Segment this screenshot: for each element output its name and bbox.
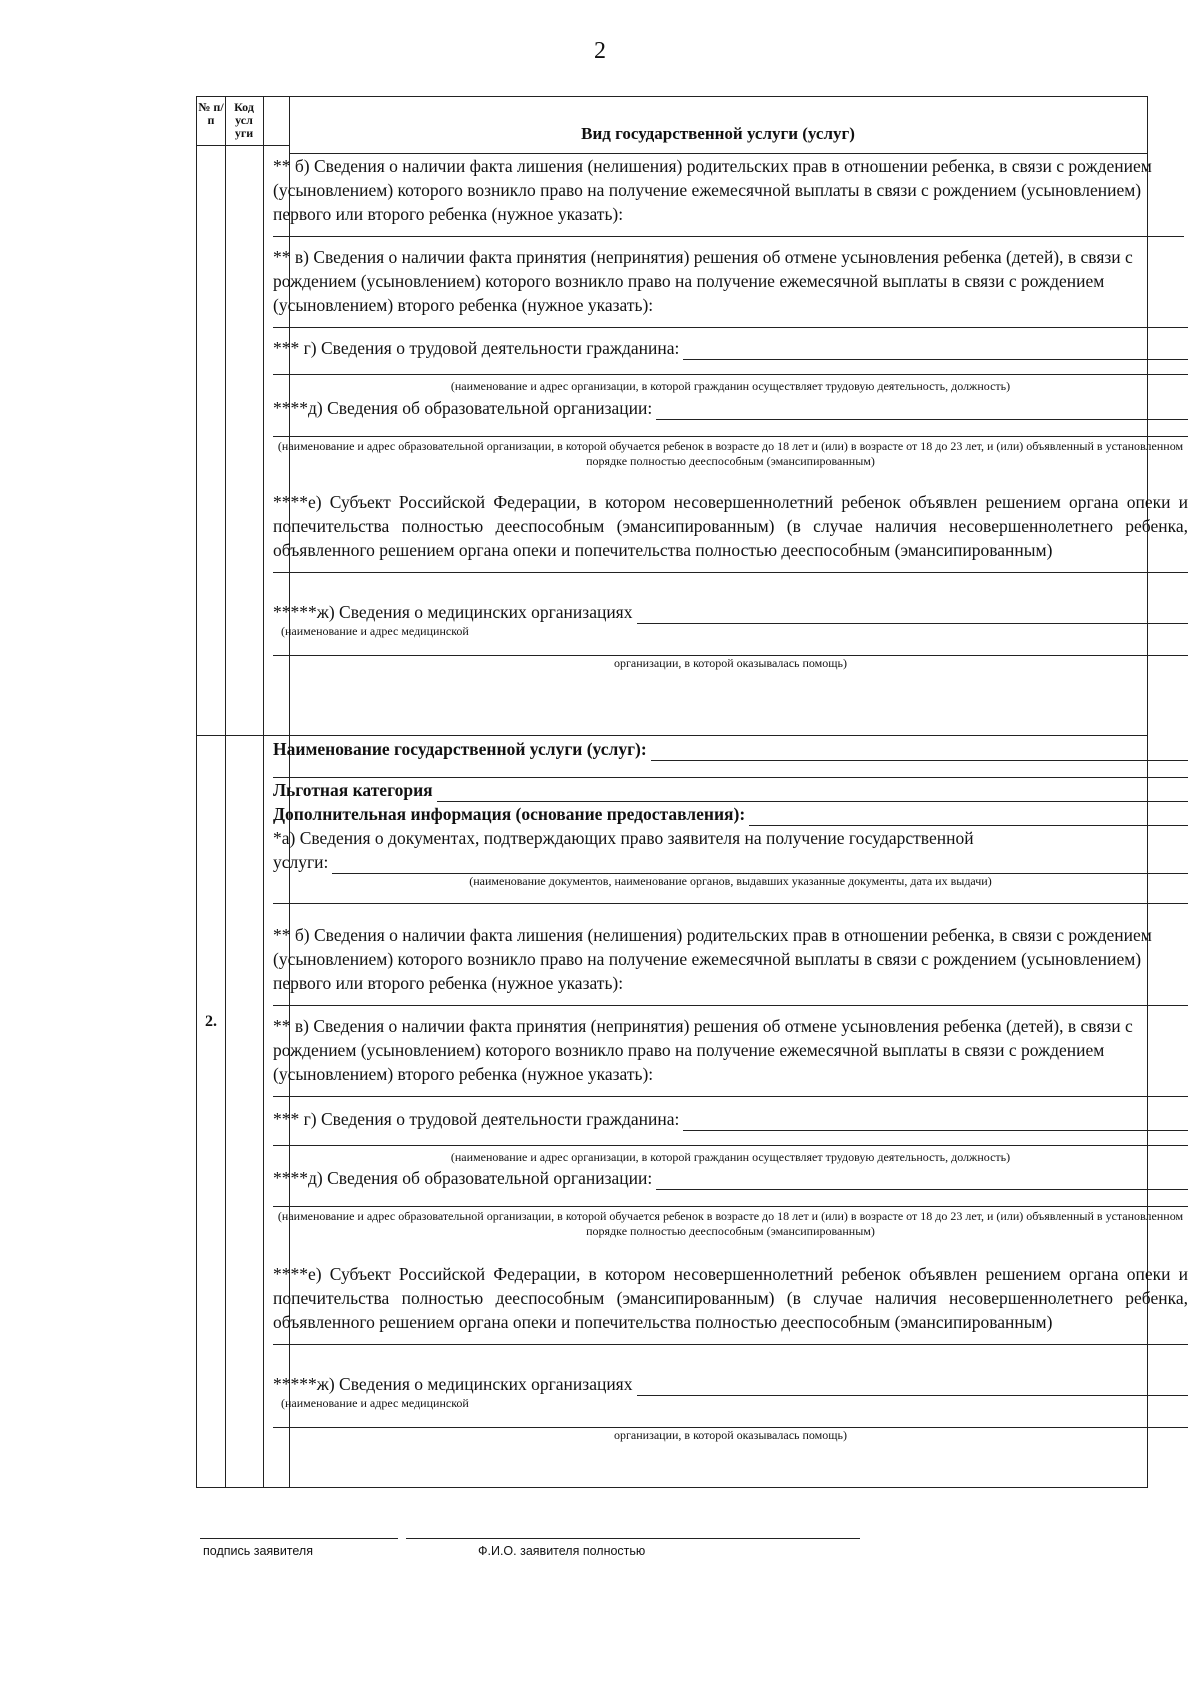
field-a-label: *а) Сведения о документах, подтверждающих право заявителя на получение государственной <box>273 828 974 848</box>
field-v-line[interactable] <box>273 1086 1188 1097</box>
field-v-label: ** в) Сведения о наличии факта принятия (непринятия) решения об отмене усыновления ребенка (детей), в связи с рождением (усыновлением) которого возникло право на получение ежемесячной выплаты в связи с рождением (усыновлением) второго ребенка (нужное указать): <box>273 1016 1133 1084</box>
applicant-name-label: Ф.И.О. заявителя полностью <box>478 1544 646 1558</box>
field-zh-note2: организации, в которой оказывалась помощь) <box>614 1428 847 1442</box>
row-2-field-e <box>273 1262 1188 1345</box>
benefit-category-input[interactable] <box>437 783 1188 802</box>
applicant-name-line[interactable] <box>406 1538 860 1539</box>
field-a-input[interactable] <box>332 855 1188 874</box>
field-a-note: (наименование документов, наименование органов, выдавших указанные документы, дата их выдачи) <box>469 874 992 888</box>
field-e-label: ****е) Субъект Российской Федерации, в котором несовершеннолетний ребенок объявлен решением органа опеки и попечительства полностью дееспособным (эмансипированным) (в случае наличия несовершеннолетнего ребенка, объявленного решением органа опеки и попечительства полностью дееспособным (эмансипированным) <box>273 1264 1188 1332</box>
field-d-input[interactable] <box>656 1171 1188 1190</box>
header-divider <box>197 145 289 146</box>
field-d-line[interactable] <box>273 1190 1188 1207</box>
header-col-number: № п/ п <box>198 100 224 127</box>
row-1-field-zh <box>273 600 1188 671</box>
field-zh-line[interactable] <box>273 1411 1188 1428</box>
field-b-label: ** б) Сведения о наличии факта лишения (нелишения) родительских прав в отношении ребенка, в связи с рождением (усыновлением) которого возникло право на получение ежемесячной выплаты в связи с рождением (усыновлением) первого или второго ребенка (нужное указать): <box>273 156 1152 224</box>
service-name-label: Наименование государственной услуги (услуг): <box>273 739 647 759</box>
field-g-line[interactable] <box>273 1131 1188 1146</box>
field-v-line[interactable] <box>273 317 1188 328</box>
service-name-input[interactable] <box>651 742 1188 761</box>
additional-info-label: Дополнительная информация (основание предоставления): <box>273 804 746 824</box>
field-g-input[interactable] <box>683 1112 1188 1131</box>
row-1-content <box>273 154 1188 237</box>
field-g-note: (наименование и адрес организации, в которой гражданин осуществляет трудовую деятельность, должность) <box>450 379 1011 393</box>
row-2-field-g <box>273 1107 1188 1165</box>
row-number: 2. <box>205 1013 217 1030</box>
field-v-label: ** в) Сведения о наличии факта принятия (непринятия) решения об отмене усыновления ребенка (детей), в связи с рождением (усыновлением) которого возникло право на получение ежемесячной выплаты в связи с рождением (усыновлением) второго ребенка (нужное указать): <box>273 247 1133 315</box>
row-2-field-b <box>273 923 1188 1006</box>
field-g-note: (наименование и адрес организации, в которой гражданин осуществляет трудовую деятельность, должность) <box>450 1150 1011 1164</box>
page-number: 2 <box>594 38 606 64</box>
row-1-field-d <box>273 396 1188 469</box>
signature-label: подпись заявителя <box>203 1544 313 1558</box>
service-name-line[interactable] <box>273 761 1188 778</box>
signature-line[interactable] <box>200 1538 398 1539</box>
field-g-input[interactable] <box>683 341 1188 360</box>
header-col-title: Вид государственной услуги (услуг) <box>581 124 855 143</box>
field-d-line[interactable] <box>273 420 1188 437</box>
field-d-input[interactable] <box>656 401 1188 420</box>
row-1-field-e <box>273 490 1188 573</box>
field-zh-note: (наименование и адрес медицинской <box>281 1396 469 1410</box>
field-a-line[interactable] <box>273 889 1188 904</box>
row-2-field-v <box>273 1014 1188 1097</box>
field-zh-label: *****ж) Сведения о медицинских организациях <box>273 602 633 622</box>
row-2-field-zh <box>273 1372 1188 1443</box>
field-zh-note: (наименование и адрес медицинской <box>281 624 469 638</box>
field-e-line[interactable] <box>273 562 1188 573</box>
field-zh-input[interactable] <box>637 1377 1189 1396</box>
row-1-field-g <box>273 336 1188 394</box>
field-zh-note2: организации, в которой оказывалась помощь) <box>614 656 847 670</box>
field-g-label: *** г) Сведения о трудовой деятельности гражданина: <box>273 1109 680 1129</box>
field-d-note: (наименование и адрес образовательной организации, в которой обучается ребенок в возрасте до 18 лет и (или) в возрасте от 18 до 23 лет, и (или) объявленный в установленном порядке полностью дееспособным (эмансипированным) <box>277 1209 1184 1238</box>
benefit-category-label: Льготная категория <box>273 780 433 800</box>
row-divider <box>197 735 1147 736</box>
additional-info-input[interactable] <box>749 807 1188 826</box>
field-b-label: ** б) Сведения о наличии факта лишения (нелишения) родительских прав в отношении ребенка, в связи с рождением (усыновлением) которого возникло право на получение ежемесячной выплаты в связи с рождением (усыновлением) первого или второго ребенка (нужное указать): <box>273 925 1152 993</box>
row-2-field-d <box>273 1166 1188 1239</box>
column-divider <box>225 97 226 1487</box>
field-e-label: ****е) Субъект Российской Федерации, в котором несовершеннолетний ребенок объявлен решением органа опеки и попечительства полностью дееспособным (эмансипированным) (в случае наличия несовершеннолетнего ребенка, объявленного решением органа опеки и попечительства полностью дееспособным (эмансипированным) <box>273 492 1188 560</box>
field-a-label2: услуги: <box>273 852 329 872</box>
header-col-code: Код усл уги <box>234 100 254 140</box>
field-d-label: ****д) Сведения об образовательной организации: <box>273 1168 653 1188</box>
field-g-line[interactable] <box>273 360 1188 375</box>
field-zh-line[interactable] <box>273 639 1188 656</box>
field-d-note: (наименование и адрес образовательной организации, в которой обучается ребенок в возрасте до 18 лет и (или) в возрасте от 18 до 23 лет, и (или) объявленный в установленном порядке полностью дееспособным (эмансипированным) <box>277 439 1184 468</box>
row-1-field-v <box>273 245 1188 328</box>
column-divider <box>263 97 264 1487</box>
field-zh-input[interactable] <box>637 605 1189 624</box>
field-b-line[interactable] <box>273 226 1184 237</box>
field-d-label: ****д) Сведения об образовательной организации: <box>273 398 653 418</box>
field-b-line[interactable] <box>273 995 1188 1006</box>
row-2-content <box>273 737 1188 904</box>
field-g-label: *** г) Сведения о трудовой деятельности гражданина: <box>273 338 680 358</box>
field-zh-label: *****ж) Сведения о медицинских организациях <box>273 1374 633 1394</box>
field-e-line[interactable] <box>273 1334 1188 1345</box>
